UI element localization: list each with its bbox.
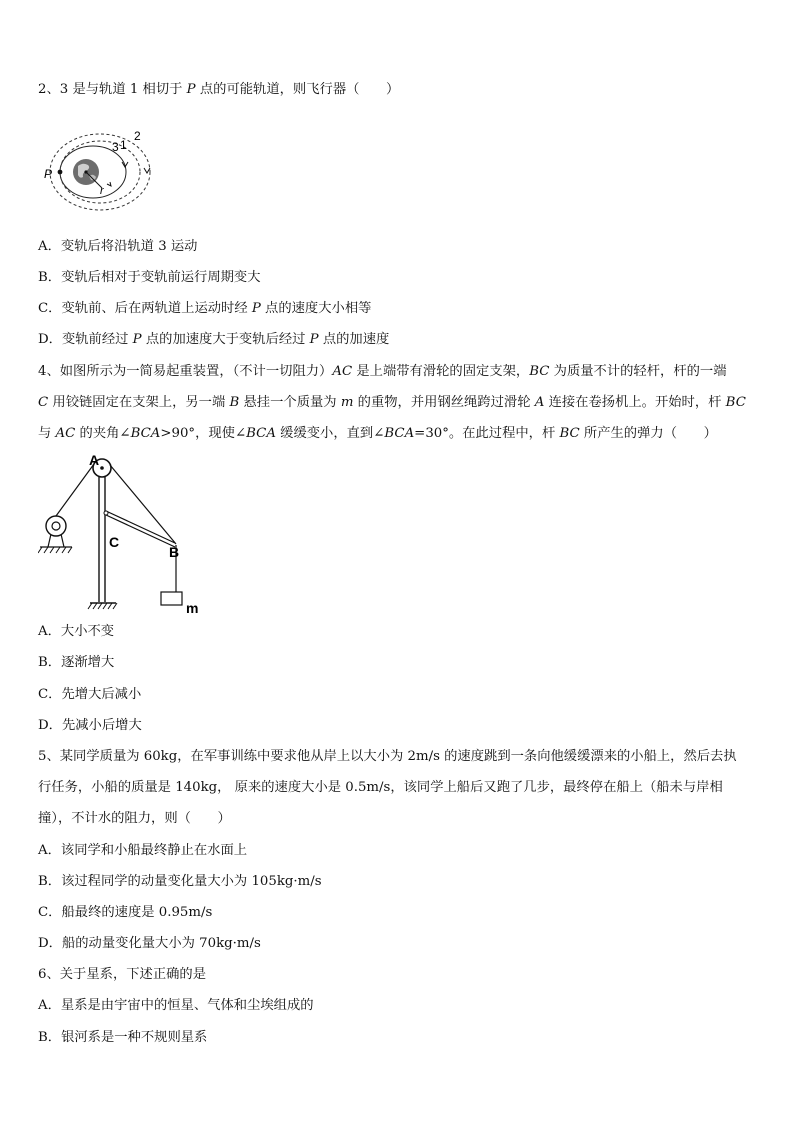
q4-option-b: B．逐渐增大 [38,655,115,670]
q4-stem-line2: C 用铰链固定在支架上，另一端 B 悬挂一个质量为 m 的重物，并用钢丝绳跨过滑轮 A 连接在卷扬机上。开始时，杆 BC [38,395,746,410]
orbit-2 [50,134,150,210]
hinge-c [104,511,108,515]
q3-option-c: C．变轨前、后在两轨道上运动时经 P 点的速度大小相等 [38,301,372,316]
q4-stem-line1: 4、如图所示为一简易起重装置，（不计一切阻力）AC 是上端带有滑轮的固定支架，BC 为质量不计的轻杆，杆的一端 [38,364,727,379]
q4-option-d: D．先减小后增大 [38,718,142,733]
q4-stem-line3: 与 AC 的夹角∠BCA>90°，现使∠BCA 缓缓变小，直到∠BCA=30°。在此过程中，杆 BC 所产生的弹力（ ） [38,426,717,441]
q4-option-a: A．大小不变 [38,624,115,639]
label-r: r [100,185,104,197]
q5-stem-line2: 行任务，小船的质量是 140kg， 原来的速度大小是 0.5m/s，该同学上船后又跑了几步，最终停在船上（船未与岸相 [38,780,723,795]
winch-drum-icon [46,516,66,536]
q5-option-c: C．船最终的速度是 0.95m/s [38,905,213,920]
label-a: A [89,452,100,468]
q5-stem-line3: 撞），不计水的阻力，则（ ） [38,811,231,826]
label-1: 1 [120,138,127,152]
weight-block [161,592,182,605]
label-3: 3 [112,140,119,154]
crane-diagram [38,448,208,618]
arrow-icon [144,168,150,173]
arrow-icon [107,182,111,186]
q6-option-a: A．星系是由宇宙中的恒星、气体和尘埃组成的 [38,998,314,1013]
q5-option-d: D．船的动量变化量大小为 70kg·m/s [38,936,261,951]
label-p: P [44,167,53,181]
cable [56,464,94,516]
q6-stem: 6、关于星系，下述正确的是 [38,967,207,982]
q5-option-b: B．该过程同学的动量变化量大小为 105kg·m/s [38,874,322,889]
q5-stem-line1: 5、某同学质量为 60kg，在军事训练中要求他从岸上以大小为 2m/s 的速度跳到一条向他缓缓漂来的小船上，然后去执 [38,749,737,764]
q6-option-b: B．银河系是一种不规则星系 [38,1030,208,1045]
orbit-diagram [38,122,158,212]
label-2: 2 [134,129,141,143]
q3-option-a: A．变轨后将沿轨道 3 运动 [38,239,198,254]
q3-stem: 2、3 是与轨道 1 相切于 P 点的可能轨道，则飞行器（ ） [38,82,400,97]
q5-option-a: A．该同学和小船最终静止在水面上 [38,843,248,858]
q3-option-b: B．变轨后相对于变轨前运行周期变大 [38,270,261,285]
label-c: C [109,534,120,550]
label-m: m [186,600,199,616]
point-p [58,170,63,175]
q3-option-d: D．变轨前经过 P 点的加速度大于变轨后经过 P 点的加速度 [38,332,390,347]
q4-option-c: C．先增大后减小 [38,687,142,702]
label-b: B [169,544,180,560]
